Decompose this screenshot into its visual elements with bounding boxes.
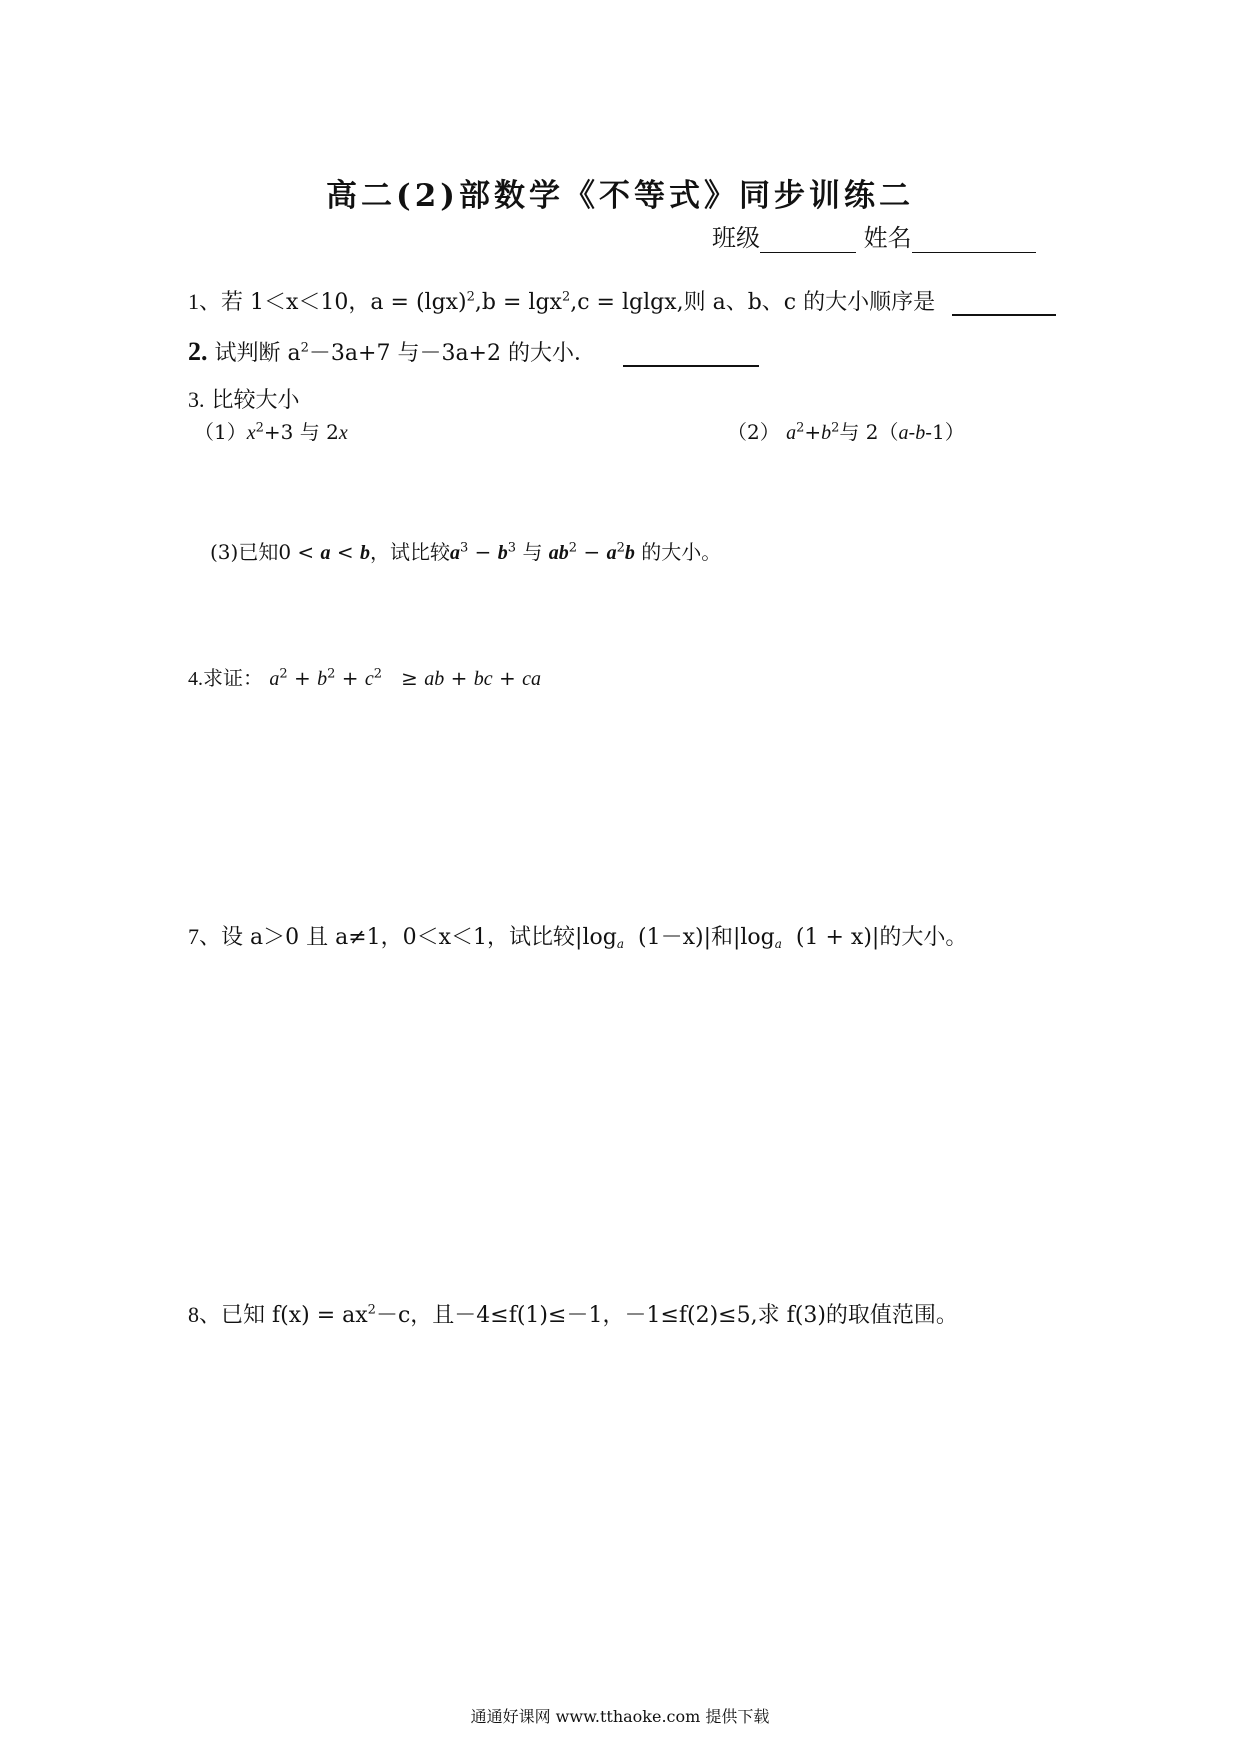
q4-rhs-plus-2: + [499,666,516,690]
part-1-x: x [246,422,256,444]
question-3-part-1 [194,416,348,445]
class-blank[interactable] [760,228,856,253]
question-7-base: a [616,937,624,951]
question-1-text-c: ,c = lglgx,则 a、b、c 的大小顺序是 [570,290,936,315]
q4-rhs-1: ab [424,668,445,690]
part-2-a2: a [898,422,909,444]
part-3-b: b [360,542,371,564]
question-4 [188,662,541,691]
q4-plus-2: + [341,666,359,690]
part-2-sup-b: 2 [831,420,840,436]
part-3-comma: ，试比较 [370,540,451,564]
q4-s2: 2 [327,666,336,682]
question-8-text-a: 已知 f(x) = ax [221,1303,368,1328]
question-3-number: 3. [188,387,205,412]
question-7 [188,920,967,951]
question-3-heading [188,383,300,414]
question-1-number: 1、 [188,289,222,314]
class-label: 班级 [712,224,760,252]
question-2-sup-1: 2 [300,340,309,356]
part-3-sup2: 2 [568,540,578,556]
part-3-sup3: 3 [460,540,469,556]
part-3-minus2: − [583,540,601,564]
question-2 [188,336,759,367]
part-3-a: a [320,542,331,564]
question-3-part-2 [727,416,965,445]
part-2-sup-a: 2 [796,420,805,436]
part-3-a3: a [450,542,461,564]
question-1-sup-2: 2 [561,289,571,305]
q4-c: c [364,668,374,690]
part-3-a2: a [606,542,617,564]
part-2-label: （2） [727,420,780,444]
question-8-number: 8、 [188,1302,222,1327]
part-1-label: （1） [194,420,247,444]
question-7-text-b: (1－x)|和|log [638,925,775,950]
question-7-text-a: 设 a＞0 且 a≠1，0＜x＜1，试比较|log [221,925,617,950]
part-3-ab: ab [548,542,569,564]
part-3-sup2b: 2 [616,540,625,556]
part-3-sup3b: 3 [507,540,517,556]
part-1-sup: 2 [255,420,264,436]
q4-s1: 2 [279,666,288,682]
q4-rhs-3: ca [522,668,542,690]
part-1-mid: +3 与 2 [263,420,339,444]
q4-a: a [269,668,280,690]
part-2-end: -1） [925,420,965,444]
question-4-number: 4. [188,668,203,690]
q4-b: b [317,668,328,690]
question-8 [188,1298,958,1329]
part-2-b2: b [915,422,926,444]
question-7-text-c: (1 + x)|的大小。 [795,925,968,950]
q4-rhs-plus-1: + [450,666,468,690]
question-1-text-a: 若 1＜x＜10，a = (lgx) [221,290,467,315]
part-3-lt: < [336,540,354,564]
question-2-answer-blank[interactable] [623,343,759,367]
question-1-sup-1: 2 [466,289,475,305]
question-7-base-2: a [774,937,782,951]
q4-rhs-2: bc [473,668,493,690]
part-2-mid: 与 2（ [839,420,899,444]
q4-s3: 2 [373,666,383,682]
part-3-cond: 0 < [278,540,315,564]
question-2-text-b: －3a+7 与－3a+2 的大小． [308,341,596,366]
header-fields [712,218,1036,253]
question-2-number: 2. [188,337,208,366]
part-2-dash: - [908,420,916,444]
footer-text: 通通好课网 www.tthaoke.com 提供下载 [470,1707,770,1726]
question-8-text-b: －c，且－4≤f(1)≤－1，－1≤f(2)≤5,求 f(3)的取值范围。 [375,1303,958,1328]
part-1-x2: x [338,422,348,444]
question-1-answer-blank[interactable] [952,292,1056,316]
part-3-b2: b [624,542,635,564]
name-label: 姓名 [863,224,912,252]
question-8-sup-1: 2 [367,1302,376,1318]
q4-plus-1: + [294,666,311,690]
question-1-text-b: ,b = lgx [474,290,562,315]
part-3-label: (3)已知 [210,540,279,564]
question-2-text-a: 试判断 a [214,341,301,366]
question-7-number: 7、 [188,924,222,949]
q4-ge: ≥ [401,666,418,690]
question-3-heading-text: 比较大小 [211,388,300,413]
part-2-plus: + [804,420,822,444]
part-3-minus: − [474,540,492,564]
name-blank[interactable] [912,228,1036,253]
question-3-part-3 [210,536,721,565]
page-title: 高二(2)部数学《不等式》同步训练二 [326,178,914,214]
part-3-end: 的大小。 [641,540,722,564]
part-3-and: 与 [522,540,543,564]
part-3-b3: b [497,542,508,564]
part-2-b: b [821,422,832,444]
question-1 [188,285,1056,316]
question-4-label: 求证： [203,666,263,690]
part-2-a: a [786,422,797,444]
